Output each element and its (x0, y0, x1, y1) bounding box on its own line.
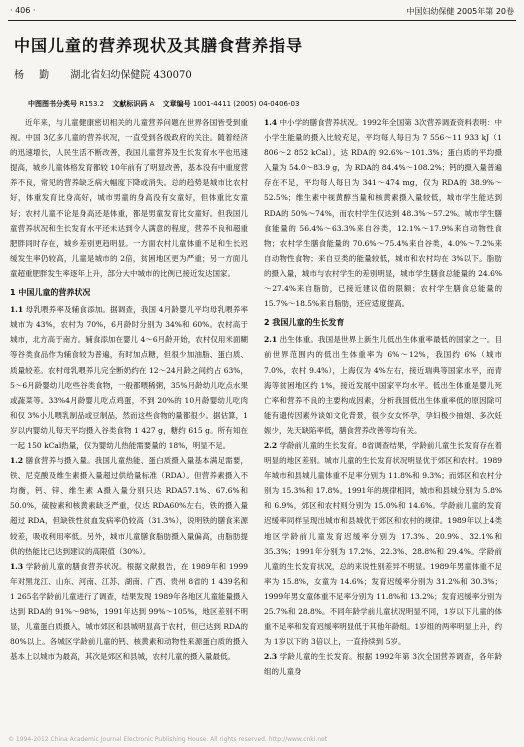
clc-value: R153.2 (79, 100, 105, 108)
right-column (264, 115, 502, 712)
journal-header: 中国妇幼保健 2005年第 20卷 (406, 7, 514, 16)
section-1-4-text: 中小学的膳食营养状况。1992年全国第 3次营养调查资料表明：中小学生能量的摄入比较充足，平均每人每日为 7 556～11 933 kJ（1 806～2 852 kCal）。达 RDA的 92.6%～101.3%；蛋白质的平均摄入量为 54.0～83.9 g，为 RDA的 84.4%～108.2%；钙的摄入量普遍存在不足，平均每人每日为 341～474 mg，仅为 RDA的 38.9%～52.5%；维生素中视黄醇当量和核黄素摄入量较低，城市学生能达到 RDA的 50%～74%，而农村学生仅达到 48.3%～57.2%。城市学生膳食能量的 56.4%～63.3%来自谷类，12.1%～17.9%来自动物性食物；农村学生膳食能量的 70.6%～75.4%来自谷类，4.0%～7.2%来自动物性食物；来自豆类的能量较低，城市和农村均在 3%以下。脂肪的摄入量，城市与农村学生的差别明显，城市学生膳食总能量的 24.6%～27.4%来自脂肪，已接近建议值的限额；农村学生膳食总能量的 15.7%～18.5%来自脂肪，还应适度提高。 (264, 118, 502, 309)
left-column (10, 115, 248, 715)
section-heading-2: 2 我国儿童的生长发育 (264, 318, 345, 328)
section-2-2-number: 2.2 (264, 440, 278, 450)
author-name: 杨 勤 (14, 70, 56, 81)
section-1-4-number: 1.4 (264, 118, 278, 127)
article-no-value: 1001-4411 (2005) 04-0406-03 (192, 100, 300, 108)
page-number: · 406 · (10, 6, 36, 15)
section-2-1-text: 出生体重。我国是世界上新生儿低出生体重率最低的国家之一。目前世界范围内的低出生体重率为 6%～12%，我国约 6%（城市 7.0%，农村 9.4%），上海仅为 4%左右，接近瑞典等国家水平，而青海等贫困地区约 1%，接近发展中国家平均水平。低出生体重是婴儿死亡率和营养不良的主要构成因素，分析我国低出生体重率低的原因除可能有遗传因素外谈如文化背景，很少女女怀孕，孕妇极少抽烟、多次妊娠少，先天缺陷率低，膳食营养改善等均有关。 (264, 335, 502, 435)
section-heading-1: 1 中国儿童的营养状况 (10, 288, 91, 298)
clc-label: 中图图书分类号 (28, 100, 77, 108)
section-1-1-text: 母乳喂养率及辅食添加。据调查，我国 4月龄婴儿平均母乳喂养率城市为 43%，农村为 70%，6月龄时分别为 34%和 60%。农村高于城市，北方高于南方。辅食添加在婴儿 4～6月龄开始，农村仅用米面糊等谷类食品作为辅食较为普遍，有时加点糖，但很少加油脂、蛋白质、质量较差。农村母乳喂养儿完全断奶约在 12～24月龄之间约占 63%，5～6月龄婴幼儿吃些谷类食物，一般都喂稀粥，35%月龄幼儿吃点水果或蔬菜等。33%4月龄婴儿吃点鸡蛋，不到 20%的 10月龄婴幼儿吃肉和仅 3%小儿喂乳制品或豆制品，然而这些食物的量都很少。据估算，1岁以内婴幼儿每天平均摄入谷类食物 1 427 g，糖约 615 g。所有知在一起 150 kCal热量，仅为婴幼儿热能需要量的 18%，明显不足。 (10, 305, 248, 450)
section-1-2-text: 膳食营养与摄入量。我国儿童热能、蛋白质摄入量基本满足需要，铁、尼克酸及维生素摄入量超过供给量标准（RDA）。但营养素摄入不均衡，钙、锌、维生素 A摄入量分别只达 RDA57.1%、67.6%和 50.0%，硫胺素和核黄素缺乏严重，仅达 RDA60%左右，铁的摄入量超过 RDA，但缺铁性贫血发病率仍较高（31.3%），说明铁的膳食来源较差，吸收利用率低。另外，城市儿童膳食脂肪摄入量偏高，由脂肪提供的热能比已达到建议的高限值（30%）。 (10, 456, 248, 556)
section-1-3-text: 学龄前儿童的膳食营养状况。根据文献报告，在 1989年和 1999年对黑龙江、山东、河南、江苏、湖南、广西、贵州 8省的 1 439名和 1 265名学龄前儿童进行了调查，结果发现 1989年各地区儿童能量摄入达到 RDA的 91%～98%，1991年达到 99%～105%，地区差别不明显，儿童蛋白质摄入，城市郊区和县城明显高于农村，但已达到 RDA的 80%以上。各城区学龄前儿童的钙、核黄素和动物性来源蛋白质的摄入基本上以城市为最高，其次是郊区和县城，农村儿童的摄入量最低。 (10, 561, 248, 662)
article-no-label: 文章编号 (162, 100, 191, 108)
section-1-3-number: 1.3 (10, 561, 24, 571)
author-affiliation: 湖北省妇幼保健院 430070 (70, 70, 192, 81)
intro-paragraph: 近年来，与儿童健康密切相关的儿童营养问题在世界各国皆受到重视。中国 3亿多儿童的营养状况，一直受到各级政府的关注。随着经济的迅速增长，人民生活不断改善，我国儿童营养及生长发育水平也迅速提高，城乡儿童体格发育都较 10年前有了明显改善，基本没有中重度营养不良，常见的营养缺乏病大幅度下降或消失。总的趋势是城市比农村好，体重发育比身高好，城市男童的身高没有女童好，但体重比女童好；农村儿童不论是身高还是体重，都是男童发育比女童好。但我国儿童营养状况和生长发育水平还未达到令人满意的程度，营养不良和超重肥胖同时存在，城乡差别更趋明显。一方面农村儿童体重不足和生长迟缓发生率仍较高，儿童是城市的 2倍，贫困地区更为严重；另一方面儿童超重肥胖发生率逐年上升，部分大中城市的比例已接近发达国家。 (10, 118, 248, 278)
section-2-1-number: 2.1 (264, 335, 278, 345)
section-2-3-number: 2.3 (264, 652, 278, 662)
copyright-footer: © 1994-2012 China Academic Journal Electronic Publishing House. All rights reserved. http://www.cnki.net (8, 736, 328, 743)
header-rule (8, 20, 516, 21)
section-2-2-text: 学龄前儿童的生长发育。8省调查结果，学龄前儿童生长发育存在着明显的地区差别。城市儿童的生长发育状况明显优于郊区和农村。1989年城市和县城儿童体重不足率分别为 11.8%和 9.3%；而郊区和农村分别为 15.3%和 17.8%。1991年的规律相同，城市和县城分别为 5.8%和 6.9%，郊区和农村则分别为 15.0%和 14.6%。学龄前儿童的发育迟缓率同样呈现出城市和县城优于郊区和农村的规律。1989年以上4类地区学龄前儿童发育迟缓率分别为 17.3%、20.9%、32.1%和 35.3%；1991年分别为 17.2%、22.3%、28.8%和 29.4%。学龄前儿童的生长发育状况，总的来说性别差异不明显。1989年男童体重不足率为 15.8%，女童为 14.6%；发育迟缓率分别为 31.2%和 30.3%；1999年男女童体重不足率分别为 11.8%和 13.2%；发育迟缓率分别为 25.7%和 28.8%。不同年龄学前儿童状况明显不同，1岁以下儿童的体重不足率和发育迟缓率明显低于其他年龄组。1岁组的两率明显上升，约为 1岁以下的 3倍以上，一直持续到 5岁。 (264, 440, 502, 647)
doc-code-label: 文献标识码 (112, 100, 148, 108)
section-2-3-text: 学龄儿童的生长发育。根据 1992年第 3次全国营养调查，各年龄组的儿童身 (264, 652, 502, 677)
section-1-1-number: 1.1 (10, 305, 24, 315)
author-line (14, 66, 192, 81)
article-meta (28, 99, 305, 109)
section-1-2-number: 1.2 (10, 456, 24, 466)
article-title: 中国儿童的营养现状及其膳食营养指导 (14, 36, 304, 55)
doc-code-value: A (149, 100, 155, 108)
